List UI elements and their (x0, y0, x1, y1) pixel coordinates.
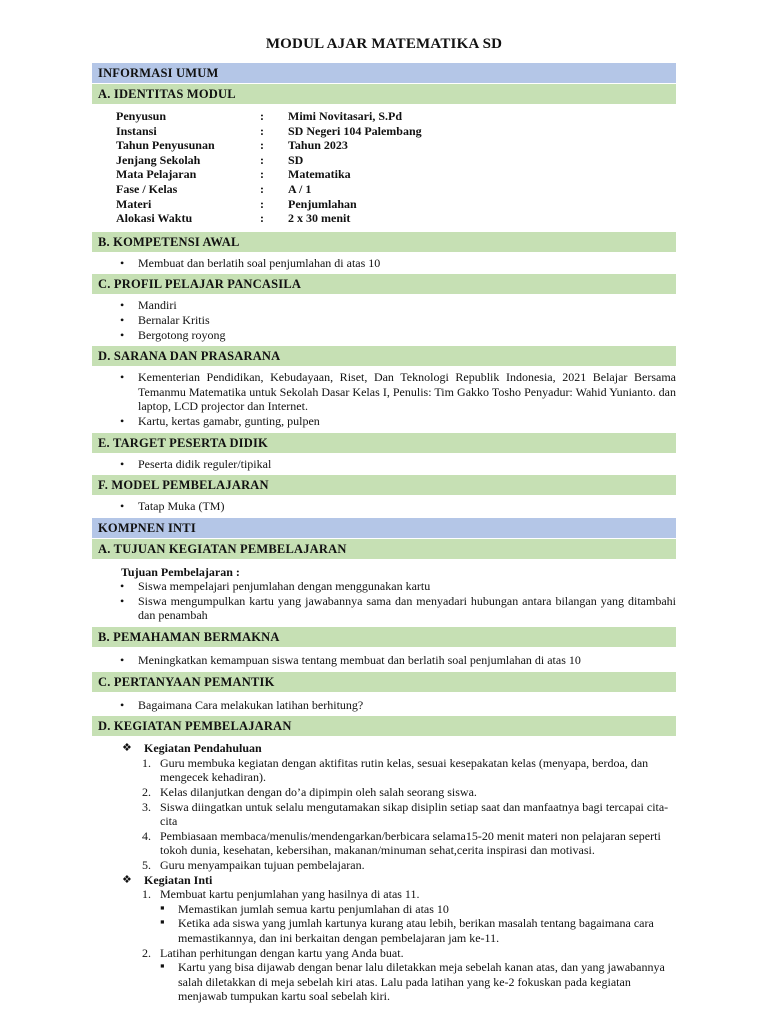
identitas-colon: : (260, 109, 264, 123)
list-item: • Bernalar Kritis (92, 313, 676, 328)
list-item: • Peserta didik reguler/tipikal (92, 457, 676, 472)
section-pemahaman-bermakna: B. PEMAHAMAN BERMAKNA (92, 627, 676, 647)
list-item: • Siswa mempelajari penjumlahan dengan menggunakan kartu (92, 579, 676, 594)
step-number: 2. (142, 945, 151, 960)
step-number: 3. (142, 799, 151, 814)
tujuan-block (92, 559, 676, 627)
list-item: • Siswa mengumpulkan kartu yang jawabannya sama dan menyadari hubungan antara bilangan yang ditambahi dan penambah (92, 594, 676, 623)
model-list (92, 495, 676, 518)
section-target-peserta: E. TARGET PESERTA DIDIK (92, 433, 676, 453)
identitas-colon: : (260, 167, 264, 182)
section-sarana-prasarana: D. SARANA DAN PRASARANA (92, 346, 676, 366)
identitas-colon: : (260, 181, 264, 196)
pertanyaan-list (92, 692, 676, 717)
step-item (92, 946, 676, 961)
identitas-key: Tahun Penyusunan (116, 138, 215, 153)
tujuan-subheading: Tujuan Pembelajaran : (121, 564, 240, 579)
pendahuluan-steps (92, 756, 676, 873)
identitas-value: A / 1 (288, 181, 312, 196)
step-item (92, 887, 676, 902)
profil-list (92, 294, 676, 346)
identitas-value: 2 x 30 menit (288, 211, 351, 226)
kompetensi-list (92, 252, 676, 275)
step-number: 2. (142, 785, 151, 800)
sub-list (92, 902, 676, 946)
identitas-value: Mimi Novitasari, S.Pd (288, 109, 402, 123)
list-item: • Bergotong royong (92, 328, 676, 343)
step-text: Kelas dilanjutkan dengan do’a dipimpin oleh salah seorang siswa. (160, 785, 477, 800)
identitas-value: SD (288, 152, 304, 167)
identitas-key: Fase / Kelas (116, 181, 178, 196)
section-pertanyaan-pemantik: C. PERTANYAAN PEMANTIK (92, 672, 676, 692)
identitas-key: Penyusun (116, 109, 167, 123)
identitas-colon: : (260, 196, 264, 211)
kegiatan-block (92, 736, 676, 1008)
identitas-row (116, 182, 422, 197)
step-item (92, 858, 676, 873)
identitas-key: Materi (116, 196, 152, 211)
step-number: 1. (142, 887, 151, 902)
sub-item: ▪ Kartu yang bisa dijawab dengan benar lalu diletakkan meja sebelah kanan atas, dan yang jawabannya salah diletakkan di meja sebelah kiri atas. Lalu pada latihan yang ke-2 fokuskan pada kegiatan menjawab tumpukan kartu soal sebelah kiri. (92, 960, 676, 1004)
step-text: Membuat kartu penjumlahan yang hasilnya di atas 11. (160, 887, 420, 902)
document-body (92, 63, 676, 1008)
step-text: Guru membuka kegiatan dengan aktifitas rutin kelas, sesuai kesepakatan kelas (menyapa, berdoa, dan mengecek kehadiran). (160, 755, 649, 785)
section-profil-pelajar: C. PROFIL PELAJAR PANCASILA (92, 274, 676, 294)
step-item (92, 756, 676, 785)
step-text: Siswa diingatkan untuk selalu mengutamakan sikap disiplin setiap saat dan manfaatnya bagi tercapai cita-cita (160, 799, 669, 829)
document-title: MODUL AJAR MATEMATIKA SD (265, 36, 503, 52)
sarana-list (92, 366, 676, 432)
list-item: • Meningkatkan kemampuan siswa tentang membuat dan berlatih soal penjumlahan di atas 10 (92, 653, 676, 668)
identitas-key: Instansi (116, 123, 157, 138)
step-item (92, 800, 676, 829)
identitas-value: SD Negeri 104 Palembang (288, 123, 422, 138)
identitas-value: Matematika (288, 167, 351, 182)
kegiatan-pendahuluan-heading: ❖ Kegiatan Pendahuluan (92, 741, 676, 756)
list-item: • Kartu, kertas gamabr, gunting, pulpen (92, 414, 676, 429)
section-model-pembelajaran: F. MODEL PEMBELAJARAN (92, 475, 676, 495)
section-informasi-umum: INFORMASI UMUM (92, 63, 676, 83)
identitas-value: Penjumlahan (288, 196, 357, 211)
step-item (92, 829, 676, 858)
step-text: Pembiasaan membaca/menulis/mendengarkan/berbicara selama15-20 menit materi non pelajaran seperti tokoh dunia, kesehatan, kebersihan, makanan/minuman sehat,cerita inspirasi dan motivasi. (160, 828, 661, 858)
list-item: • Kementerian Pendidikan, Kebudayaan, Riset, Dan Teknologi Republik Indonesia, 2021 Belajar Bersama Temanmu Matematika untuk Sekolah Dasar Kelas I, Penulis: Tim Gakko Tosho Penyadur: Wahid Yunianto. dan laptop, LCD projector dan Internet. (92, 370, 676, 414)
identitas-key: Jenjang Sekolah (116, 152, 201, 167)
section-kegiatan-pembelajaran: D. KEGIATAN PEMBELAJARAN (92, 716, 676, 736)
kegiatan-inti-heading: ❖ Kegiatan Inti (92, 873, 676, 888)
sub-item: ▪ Memastikan jumlah semua kartu penjumlahan di atas 10 (92, 902, 676, 917)
identitas-value: Tahun 2023 (288, 138, 348, 153)
identitas-row (116, 197, 422, 212)
section-identitas-modul: A. IDENTITAS MODUL (92, 84, 676, 104)
identitas-colon: : (260, 123, 264, 138)
list-item: • Membuat dan berlatih soal penjumlahan di atas 10 (92, 256, 676, 271)
step-text: Latihan perhitungan dengan kartu yang Anda buat. (160, 945, 404, 960)
identitas-colon: : (260, 138, 264, 153)
identitas-table (116, 109, 422, 226)
section-komponen-inti: KOMPNEN INTI (92, 518, 676, 538)
identitas-colon: : (260, 211, 264, 226)
step-number: 4. (142, 828, 151, 843)
step-text: Guru menyampaikan tujuan pembelajaran. (160, 858, 365, 872)
identitas-row (116, 167, 422, 182)
list-item: • Tatap Muka (TM) (92, 499, 676, 514)
sub-list (92, 960, 676, 1004)
step-item (92, 785, 676, 800)
step-number: 1. (142, 755, 151, 770)
target-list (92, 453, 676, 476)
sub-item: ▪ Ketika ada siswa yang jumlah kartunya kurang atau lebih, berikan masalah tentang bagaimana cara memastikannya, dan ini berkaitan dengan pembelajaran jam ke-11. (92, 916, 676, 945)
identitas-row (116, 211, 422, 226)
section-kompetensi-awal: B. KOMPETENSI AWAL (92, 232, 676, 252)
sub-list-wrapper (92, 902, 676, 946)
list-item: • Bagaimana Cara melakukan latihan berhitung? (92, 698, 676, 713)
identitas-key: Alokasi Waktu (116, 211, 193, 226)
section-tujuan-kegiatan: A. TUJUAN KEGIATAN PEMBELAJARAN (92, 539, 676, 559)
pemahaman-list (92, 647, 676, 672)
inti-steps (92, 887, 676, 1004)
list-item: • Mandiri (92, 298, 676, 313)
sub-list-wrapper (92, 960, 676, 1004)
identitas-colon: : (260, 152, 264, 167)
identitas-row (116, 109, 422, 124)
identitas-row (116, 138, 422, 153)
identitas-row (116, 153, 422, 168)
identitas-key: Mata Pelajaran (116, 167, 197, 182)
step-number: 5. (142, 858, 151, 872)
identitas-row (116, 124, 422, 139)
